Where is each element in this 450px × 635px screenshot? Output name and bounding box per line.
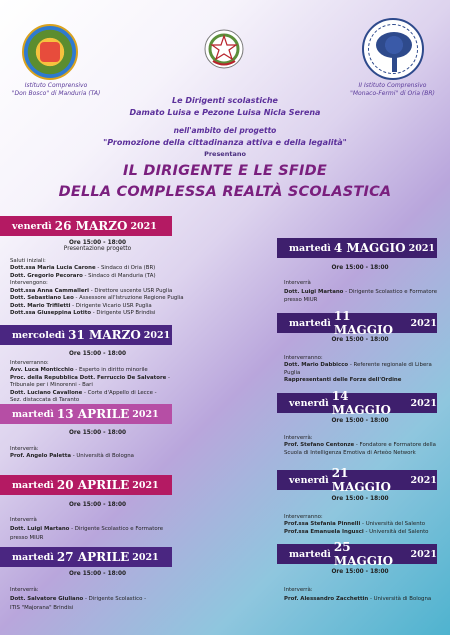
event-details-11-maggio: Interverranno: Dott. Mario Dabbicco - Referente regionale di Libera Puglia Rappresentanti delle Forze dell'Ordine <box>284 355 432 384</box>
event-details-21-maggio: Interverranno: Prof.ssa Stefania Pinnelli - Università del Salento Prof.ssa Emanuela Ingusci - Università del Salento <box>284 514 429 535</box>
date-bar-11-maggio: martedì 11 MAGGIO 2021 <box>277 313 437 333</box>
intro-line-5: Presentano <box>204 150 246 158</box>
page-title-line-1: IL DIRIGENTE E LE SFIDE <box>123 163 327 179</box>
event-time: Ore 15:00 - 18:00 Presentazione progetto <box>63 240 132 252</box>
event-time: Ore 15:00 - 18:00 <box>331 496 389 502</box>
event-details-4-maggio: Interverrà Dott. Luigi Martano - Dirigente Scolastico e Formatore presso MIUR <box>284 280 438 304</box>
date-bar-25-maggio: martedì 25 MAGGIO 2021 <box>277 544 437 564</box>
date-bar-21-maggio: venerdì 21 MAGGIO 2021 <box>277 470 437 490</box>
date-bar-26-marzo: venerdì 26 MARZO 2021 <box>0 216 172 236</box>
date-bar-20-aprile: martedì 20 APRILE 2021 <box>0 475 172 495</box>
page-title-line-2: DELLA COMPLESSA REALTÀ SCOLASTICA <box>58 184 392 200</box>
school-logo-don-bosco <box>22 24 78 80</box>
intro-line-1: Le Dirigenti scolastiche <box>172 96 278 105</box>
intro-line-4: "Promozione della cittadinanza attiva e della legalità" <box>103 138 347 147</box>
intro-line-3: nell'ambito del progetto <box>173 126 277 135</box>
event-time: Ore 15:00 - 18:00 <box>331 569 389 575</box>
event-time: Ore 15:00 - 18:00 <box>331 337 389 343</box>
event-time: Ore 15:00 - 18:00 <box>68 571 127 577</box>
event-time: Ore 15:00 - 18:00 <box>331 418 389 424</box>
intro-line-2: Damato Luisa e Pezone Luisa Nicla Serena <box>129 108 321 117</box>
event-time: Ore 15:00 - 18:00 <box>331 265 389 271</box>
date-bar-27-aprile: martedì 27 APRILE 2021 <box>0 547 172 567</box>
school-right-name: II Istituto Comprensivo "Monaco-Fermi" di Oria (BR) <box>350 82 435 97</box>
date-bar-13-aprile: martedì 13 APRILE 2021 <box>0 404 172 424</box>
event-details-27-aprile: Interverrà: Dott. Salvatore Giuliano - Dirigente Scolastico - ITIS "Majorana" Brindisi <box>10 587 147 612</box>
school-logo-monaco-fermi <box>362 18 424 80</box>
date-bar-14-maggio: venerdì 14 MAGGIO 2021 <box>277 393 437 413</box>
event-details-14-maggio: Interverrà: Prof. Stefano Centonze - Fondatore e Formatore della Scuola di Intelligenza Emotiva di Arteòo Network <box>284 435 436 456</box>
event-details-26-marzo: Saluti iniziali: Dott.ssa Maria Lucia Carone - Sindaco di Oria (BR) Dott. Gregorio Pecoraro - Sindaco di Manduria (TA) Intervengono: Dott.ssa Anna Cammalleri - Direttore uscente USR Puglia Dott. Sebastiano Leo - Assessore all'Istruzione Regione Puglia Dott. Mario Trifiletti - Dirigente Vicario USR Puglia Dott.ssa Giuseppina Lotito - Dirigente USP Brindisi <box>10 258 184 317</box>
date-bar-4-maggio: martedì 4 MAGGIO 2021 <box>277 238 437 258</box>
school-left-name: Istituto Comprensivo "Don Bosco" di Manduria (TA) <box>11 82 101 97</box>
event-details-25-maggio: Interverrà: Prof. Alessandro Zacchettin - Università di Bologna <box>284 587 432 603</box>
event-details-31-marzo: Interverranno: Avv. Luca Monticchio - Esperto in diritto minorile Proc. della Repubblica Dott. Ferruccio De Salvatore - Tribunale per i Minorenni - Bari Dott. Luciano Cavallone - Corte d'Appello di Lecce - Sez. distaccata di Taranto <box>10 360 170 404</box>
date-bar-31-marzo: mercoledì 31 MARZO 2021 <box>0 325 172 345</box>
event-time: Ore 15:00 - 18:00 <box>68 430 127 436</box>
event-time: Ore 15:00 - 18:00 <box>68 351 127 357</box>
republic-emblem-icon <box>203 28 245 70</box>
event-details-13-aprile: Interverrà: Prof. Angelo Paletta - Università di Bologna <box>10 446 134 460</box>
event-details-20-aprile: Interverrà Dott. Luigi Martano - Dirigente Scolastico e Formatore presso MIUR <box>10 517 164 542</box>
event-time: Ore 15:00 - 18:00 <box>68 502 127 508</box>
